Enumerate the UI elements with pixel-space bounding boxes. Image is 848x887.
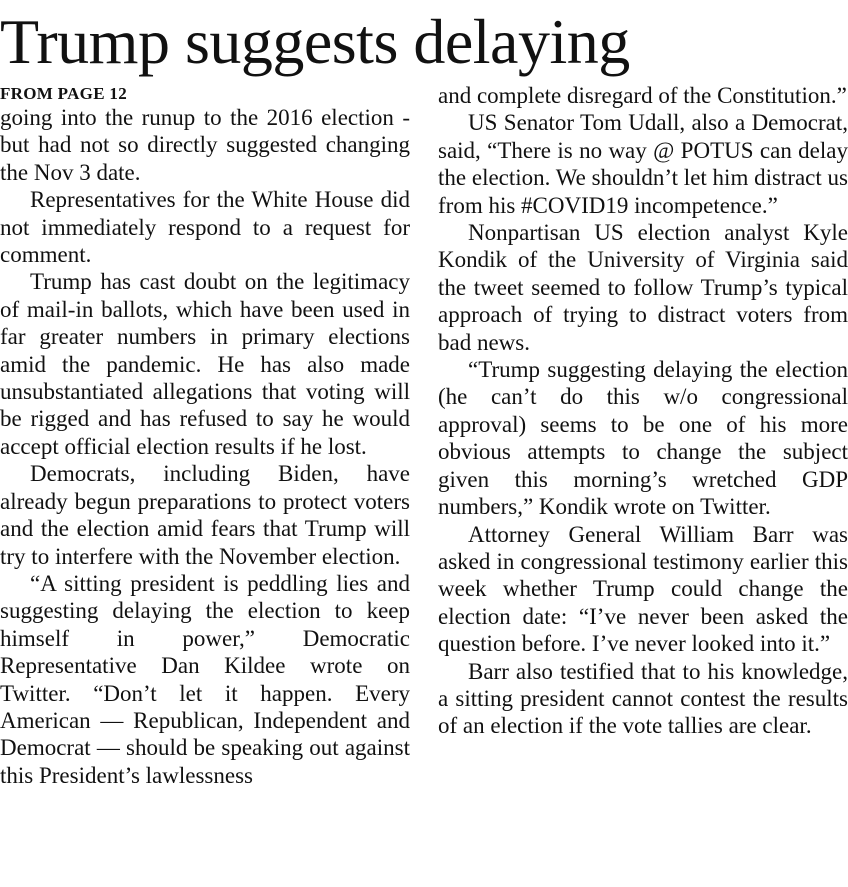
paragraph: Trump has cast doubt on the legitimacy of mail-in ballots, which have been used in far greater numbers in primary elections amid the pandemic. He has also made unsubstantiated allegations that voting will be rigged and has refused to say he would accept official election results if he lost. (0, 269, 410, 459)
paragraph: and complete disregard of the Constitution.” (438, 83, 847, 108)
paragraph: “A sitting president is peddling lies and suggesting delaying the election to keep himself in power,” Democratic Representative Dan Kildee wrote on Twitter. “Don’t let it happen. Every American — Republican, Independent and Democrat — should be speaking out against this President’s lawlessness (0, 570, 410, 788)
article-column-left (0, 82, 410, 789)
paragraph: “Trump suggesting delaying the election (he can’t do this w/o congressional approval) seems to be one of his more obvious attempts to change the subject given this morning’s wretched GDP numbers,” Kondik wrote on Twitter. (438, 357, 848, 520)
paragraph: Attorney General William Barr was asked in congressional testimony earlier this week whether Trump could change the election date: “I’ve never been asked the question before. I’ve never looked into it.” (438, 521, 848, 657)
paragraph: Democrats, including Biden, have already begun preparations to protect voters and the election amid fears that Trump will try to interfere with the November election. (0, 461, 410, 569)
article-column-right (438, 82, 848, 740)
paragraph: US Senator Tom Udall, also a Democrat, said, “There is no way @ POTUS can delay the election. We shouldn’t let him distract us from his #COVID19 incompetence.” (438, 110, 848, 218)
jump-line: FROM PAGE 12 (0, 84, 127, 103)
headline: Trump suggests delaying (0, 6, 630, 77)
paragraph: Nonpartisan US election analyst Kyle Kondik of the University of Virginia said the tweet seemed to follow Trump’s typical approach of trying to distract voters from bad news. (438, 220, 848, 355)
paragraph: Representatives for the White House did not immediately respond to a request for comment. (0, 187, 410, 268)
paragraph: going into the runup to the 2016 election - but had not so directly suggested changing the Nov 3 date. (0, 105, 410, 185)
paragraph: Barr also testified that to his knowledge, a sitting president cannot contest the results of an election if the vote tallies are clear. (438, 658, 848, 739)
